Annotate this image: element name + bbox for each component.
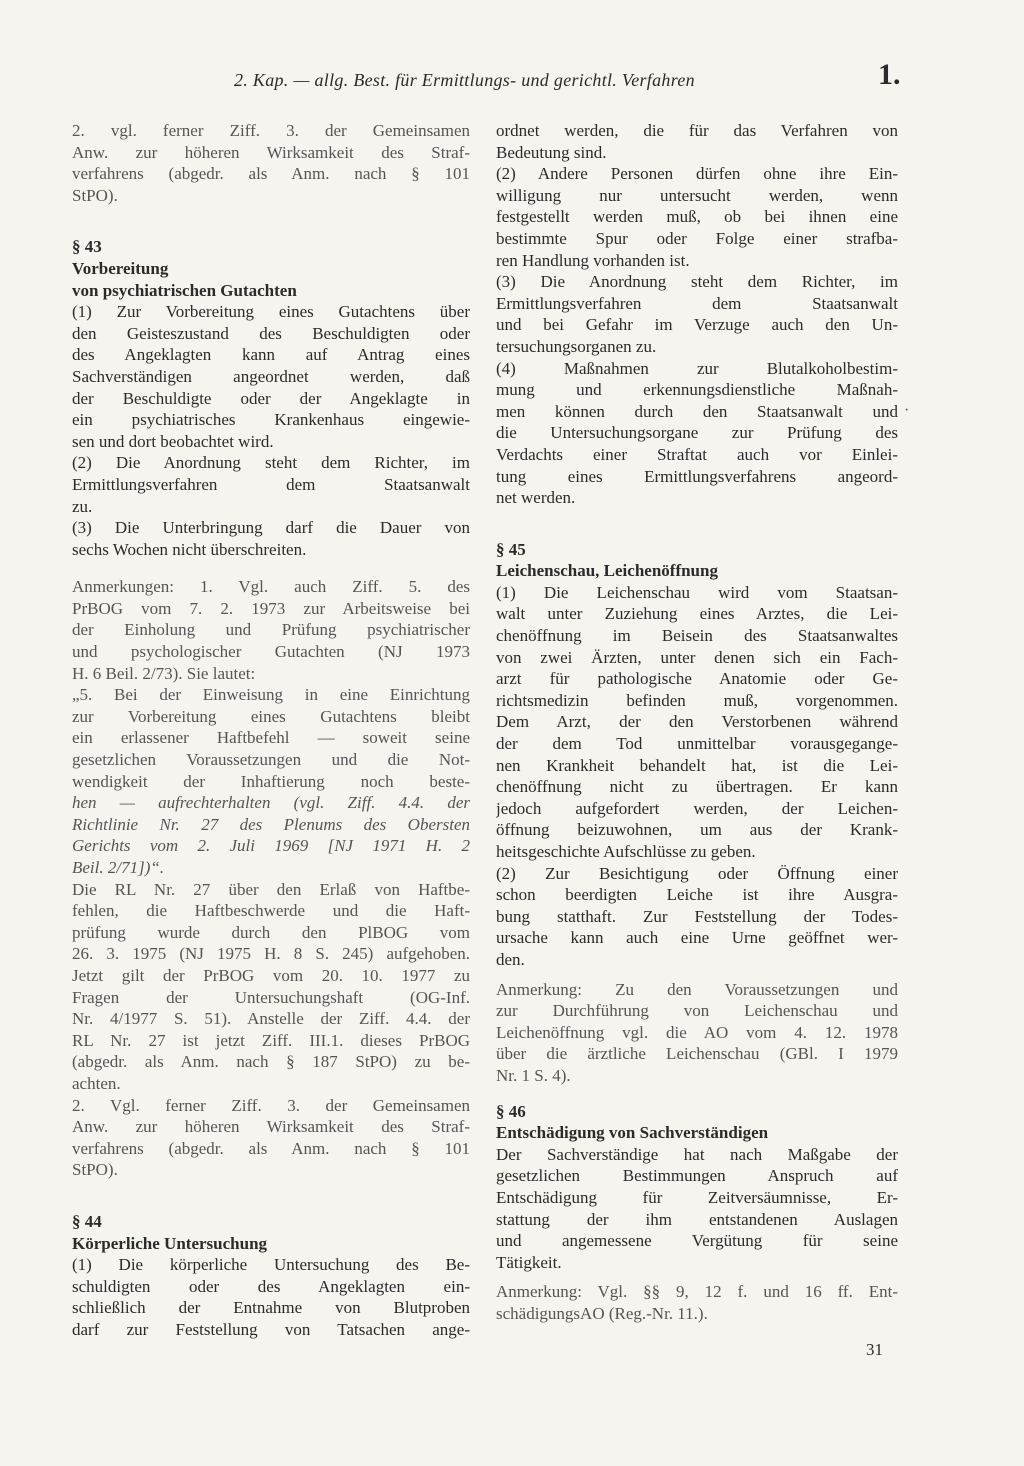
text-line: fehlen, die Haftbeschwerde und die Haft- xyxy=(72,901,470,921)
text-line: Ermittlungsverfahren dem Staatsanwalt xyxy=(496,293,898,313)
text-line: (abgedr. als Anm. nach § 187 StPO) zu be- xyxy=(72,1052,470,1072)
text-line: net werden. xyxy=(496,488,576,508)
annotation-45 xyxy=(496,979,898,1087)
text-line: Ermittlungsverfahren dem Staatsanwalt xyxy=(72,474,470,494)
section-title: von psychiatrischen Gutachten xyxy=(72,280,297,300)
section-44 xyxy=(72,1211,470,1341)
text-line: tung eines Ermittlungsverfahrens angeord- xyxy=(496,466,898,486)
text-line: und bei Gefahr im Verzuge auch den Un- xyxy=(496,315,898,335)
text-line: Der Sachverständige hat nach Maßgabe der xyxy=(496,1144,898,1164)
text-line: öffnung beizuwohnen, um aus der Krank- xyxy=(496,820,898,840)
text-line: schließlich der Entnahme von Blutproben xyxy=(72,1298,470,1318)
text-line: (1) Die körperliche Untersuchung des Be- xyxy=(72,1255,470,1275)
annotation-46 xyxy=(496,1281,898,1324)
text-line: Sachverständigen angeordnet werden, daß xyxy=(72,366,470,386)
text-line: Anw. zur höheren Wirksamkeit des Straf- xyxy=(72,142,470,162)
margin-mark: · xyxy=(904,402,910,419)
text-line: men können durch den Staatsanwalt und xyxy=(496,401,898,421)
text-line: (2) Andere Personen dürfen ohne ihre Ein- xyxy=(496,164,898,184)
text-line: zur Durchführung von Leichenschau und xyxy=(496,1001,898,1021)
text-line: der dem Tod unmittelbar vorausgegange- xyxy=(496,734,898,754)
text-line: Dem Arzt, der den Verstorbenen während xyxy=(496,712,898,732)
text-line: (2) Zur Besichtigung oder Öffnung einer xyxy=(496,863,898,883)
text-line: zur Vorbereitung eines Gutachtens bleibt xyxy=(72,706,470,726)
text-line: Anmerkungen: 1. Vgl. auch Ziff. 5. des xyxy=(72,577,470,597)
text-line: 2. Vgl. ferner Ziff. 3. der Gemeinsamen xyxy=(72,1095,470,1115)
text-line: des Angeklagten kann auf Antrag eines xyxy=(72,345,470,365)
text-line: den. xyxy=(496,949,525,969)
annotations-43 xyxy=(72,576,470,1181)
text-line: sen und dort beobachtet wird. xyxy=(72,431,274,451)
text-line: sechs Wochen nicht überschreiten. xyxy=(72,539,307,559)
text-line: stattung der ihm entstandenen Auslagen xyxy=(496,1209,898,1229)
text-line: bung statthaft. Zur Feststellung der Todes- xyxy=(496,906,898,926)
text-line: schon beerdigten Leiche ist ihre Ausgra- xyxy=(496,885,898,905)
text-line: ein erlassener Haftbefehl — soweit seine xyxy=(72,728,470,748)
text-line: Nr. 1 S. 4). xyxy=(496,1065,571,1085)
text-line: und angemessene Vergütung für seine xyxy=(496,1231,898,1251)
text-line: und psychologischer Gutachten (NJ 1973 xyxy=(72,642,470,662)
text-line: „5. Bei der Einweisung in eine Einrichtung xyxy=(72,685,470,705)
text-line: hen — aufrechterhalten (vgl. Ziff. 4.4. der xyxy=(72,793,470,813)
text-line: ursache kann auch eine Urne geöffnet wer- xyxy=(496,928,898,948)
intro-note xyxy=(72,120,470,206)
text-line: der Beschuldigte oder der Angeklagte in xyxy=(72,388,470,408)
text-line: 2. vgl. ferner Ziff. 3. der Gemeinsamen xyxy=(72,121,470,140)
section-43 xyxy=(72,236,470,560)
text-line: der Einholung und Prüfung psychiatrischer xyxy=(72,620,470,640)
text-line: Anmerkung: Vgl. §§ 9, 12 f. und 16 ff. Ent- xyxy=(496,1282,898,1302)
left-column xyxy=(72,120,470,1340)
section-44-continued xyxy=(496,120,898,509)
section-number: § 43 xyxy=(72,237,102,257)
text-line: schuldigten oder des Angeklagten ein- xyxy=(72,1276,470,1296)
section-number: § 46 xyxy=(496,1101,526,1121)
text-line: chenöffnung nicht zu übertragen. Er kann xyxy=(496,777,898,797)
text-line: walt unter Zuziehung eines Arztes, die Lei- xyxy=(496,604,898,624)
text-line: über die ärztliche Leichenschau (GBl. I 1979 xyxy=(496,1044,898,1064)
text-line: die Untersuchungsorgane zur Prüfung des xyxy=(496,423,898,443)
text-line: Beil. 2/71])“. xyxy=(72,858,165,877)
text-line: tersuchungsorganen zu. xyxy=(496,336,657,356)
text-line: (4) Maßnahmen zur Blutalkoholbestim- xyxy=(496,358,898,378)
text-line: achten. xyxy=(72,1073,121,1093)
text-line: ein psychiatrisches Krankenhaus eingewie- xyxy=(72,410,470,430)
text-line: mung und erkennungsdienstliche Maßnah- xyxy=(496,380,898,400)
text-line: RL Nr. 27 ist jetzt Ziff. III.1. dieses PrBOG xyxy=(72,1030,470,1050)
text-line: Leichenöffnung vgl. die AO vom 4. 12. 1978 xyxy=(496,1022,898,1042)
text-line: verfahrens (abgedr. als Anm. nach § 101 xyxy=(72,164,470,184)
text-line: bestimmte Spur oder Folge einer strafba- xyxy=(496,228,898,248)
page-number: 31 xyxy=(866,1340,883,1359)
text-line: Anmerkung: Zu den Voraussetzungen und xyxy=(496,979,898,999)
section-number: § 45 xyxy=(496,539,526,559)
text-line: (1) Zur Vorbereitung eines Gutachtens über xyxy=(72,302,470,322)
section-title: Leichenschau, Leichenöffnung xyxy=(496,561,718,581)
running-header: 2. Kap. — allg. Best. für Ermittlungs- und gerichtl. Verfahren xyxy=(234,70,695,90)
text-line: StPO). xyxy=(72,185,118,205)
text-line: zu. xyxy=(72,496,93,516)
text-line: chenöffnung im Beisein des Staatsanwaltes xyxy=(496,626,898,646)
text-line: schädigungsAO (Reg.-Nr. 11.). xyxy=(496,1303,708,1323)
text-line: Nr. 4/1977 S. 51). Anstelle der Ziff. 4.4. der xyxy=(72,1009,470,1029)
text-line: gesetzlichen Voraussetzungen und die Not- xyxy=(72,750,470,770)
text-line: Fragen der Untersuchungshaft (OG-Inf. xyxy=(72,987,470,1007)
section-title: Körperliche Untersuchung xyxy=(72,1233,268,1253)
text-line: Die RL Nr. 27 über den Erlaß von Haftbe- xyxy=(72,879,470,899)
text-line: Anw. zur höheren Wirksamkeit des Straf- xyxy=(72,1117,470,1137)
text-line: Gerichts vom 2. Juli 1969 [NJ 1971 H. 2 xyxy=(72,836,470,856)
text-line: prüfung wurde durch den PlBOG vom xyxy=(72,922,470,942)
section-number: § 44 xyxy=(72,1211,102,1231)
text-line: (2) Die Anordnung steht dem Richter, im xyxy=(72,453,470,473)
text-line: Tätigkeit. xyxy=(496,1252,562,1272)
text-line: Verdachts einer Straftat auch vor Einlei- xyxy=(496,444,898,464)
text-line: PrBOG vom 7. 2. 1973 zur Arbeitsweise bei xyxy=(72,598,470,618)
text-line: von zwei Ärzten, unter denen sich ein Fach- xyxy=(496,647,898,667)
text-line: willigung nur untersucht werden, wenn xyxy=(496,185,898,205)
text-line: Jetzt gilt der PrBOG vom 20. 10. 1977 zu xyxy=(72,965,470,985)
text-line: ren Handlung vorhanden ist. xyxy=(496,250,690,270)
section-title: Entschädigung von Sachverständigen xyxy=(496,1123,769,1143)
text-line: Entschädigung für Zeitversäumnisse, Er- xyxy=(496,1187,898,1207)
right-column xyxy=(496,120,898,1324)
section-45 xyxy=(496,539,898,1087)
text-line: heitsgeschichte Aufschlüsse zu geben. xyxy=(496,842,756,861)
text-line: Bedeutung sind. xyxy=(496,142,607,162)
text-line: wendigkeit der Inhaftierung noch beste- xyxy=(72,771,470,791)
text-line: jedoch aufgefordert werden, der Leichen- xyxy=(496,798,898,818)
text-line: (1) Die Leichenschau wird vom Staatsan- xyxy=(496,582,898,602)
text-line: (3) Die Anordnung steht dem Richter, im xyxy=(496,272,898,292)
text-line: 26. 3. 1975 (NJ 1975 H. 8 S. 245) aufgehoben. xyxy=(72,944,470,964)
text-line: richtsmedizin befinden muß, vorgenommen. xyxy=(496,690,898,710)
text-line: den Geisteszustand des Beschuldigten oder xyxy=(72,323,470,343)
text-line: Richtlinie Nr. 27 des Plenums des Obersten xyxy=(72,814,470,834)
text-line: festgestellt werden muß, ob bei ihnen eine xyxy=(496,207,898,227)
text-line: arzt für pathologische Anatomie oder Ge- xyxy=(496,669,898,689)
text-line: H. 6 Beil. 2/73). Sie lautet: xyxy=(72,663,256,683)
text-line: darf zur Feststellung von Tatsachen ange- xyxy=(72,1319,470,1339)
text-line: nen Krankheit behandelt hat, ist die Lei- xyxy=(496,755,898,775)
section-title: Vorbereitung xyxy=(72,258,169,278)
text-line: verfahrens (abgedr. als Anm. nach § 101 xyxy=(72,1138,470,1158)
text-line: StPO). xyxy=(72,1160,118,1180)
section-46 xyxy=(496,1101,898,1325)
text-line: (3) Die Unterbringung darf die Dauer von xyxy=(72,518,470,538)
page-mark: 1. xyxy=(878,58,901,91)
text-line: ordnet werden, die für das Verfahren von xyxy=(496,121,898,140)
text-line: gesetzlichen Bestimmungen Anspruch auf xyxy=(496,1166,898,1186)
